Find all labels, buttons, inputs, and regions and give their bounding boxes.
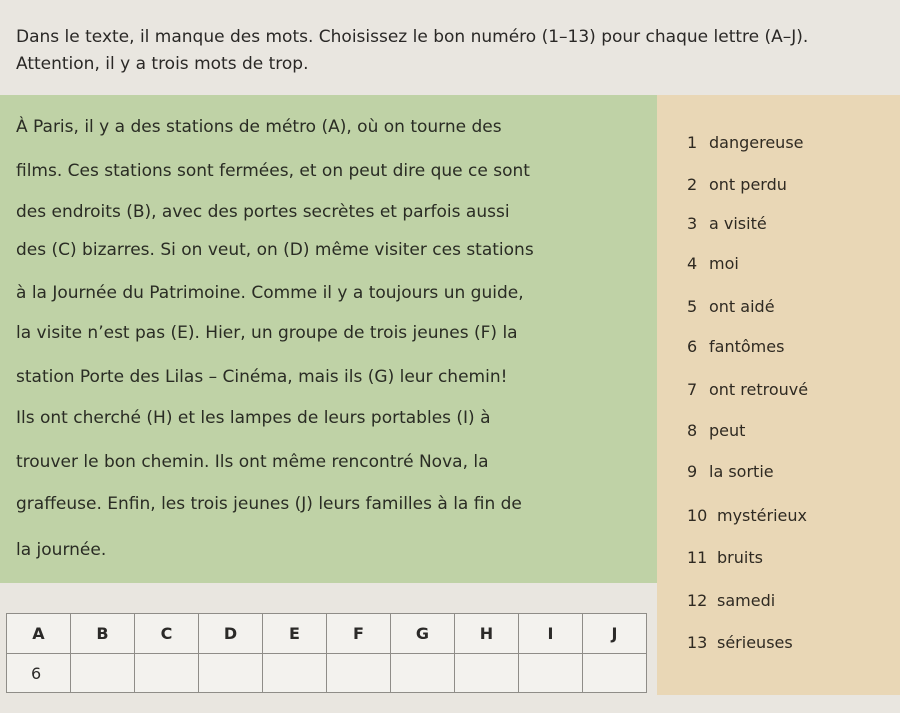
passage-line: la visite n’est pas (E). Hier, un groupe de trois jeunes (F) la [16, 323, 518, 343]
answer-cell[interactable] [391, 654, 455, 693]
passage-line: graffeuse. Enfin, les trois jeunes (J) leurs familles à la fin de [16, 494, 522, 514]
instruction-line-1: Dans le texte, il manque des mots. Choisissez le bon numéro (1–13) pour chaque lettre (A–J). [16, 27, 809, 47]
passage-line: à la Journée du Patrimoine. Comme il y a toujours un guide, [16, 283, 524, 303]
answer-cell[interactable] [199, 654, 263, 693]
answers-row [7, 654, 647, 693]
passage-line: Ils ont cherché (H) et les lampes de leurs portables (I) à [16, 408, 491, 428]
passage-line: trouver le bon chemin. Ils ont même rencontré Nova, la [16, 452, 489, 472]
instruction-line-2: Attention, il y a trois mots de trop. [16, 54, 309, 74]
word-bank-item: 4 moi [687, 254, 739, 273]
instructions [16, 24, 886, 78]
passage-line: À Paris, il y a des stations de métro (A), où on tourne des [16, 117, 502, 137]
letters-row [7, 614, 647, 654]
letter-cell: I [519, 614, 583, 654]
word-bank-item: 12 samedi [687, 591, 776, 610]
letter-cell: A [7, 614, 71, 654]
word-bank-item: 9 la sortie [687, 462, 774, 481]
word-bank [657, 95, 900, 695]
letter-cell: E [263, 614, 327, 654]
letter-cell: J [583, 614, 647, 654]
word-bank-item: 5 ont aidé [687, 297, 775, 316]
word-bank-item: 8 peut [687, 421, 746, 440]
passage-line: des endroits (B), avec des portes secrètes et parfois aussi [16, 202, 510, 222]
letter-cell: F [327, 614, 391, 654]
word-bank-item: 7 ont retrouvé [687, 380, 809, 399]
word-bank-item: 10 mystérieux [687, 506, 807, 525]
answer-cell[interactable] [455, 654, 519, 693]
passage-line: films. Ces stations sont fermées, et on peut dire que ce sont [16, 161, 530, 181]
letter-cell: C [135, 614, 199, 654]
answer-cell[interactable] [583, 654, 647, 693]
answer-cell[interactable] [327, 654, 391, 693]
word-bank-item: 11 bruits [687, 548, 763, 567]
letter-cell: H [455, 614, 519, 654]
letter-cell: G [391, 614, 455, 654]
answer-cell[interactable] [135, 654, 199, 693]
letter-cell: D [199, 614, 263, 654]
answer-grid [6, 613, 647, 693]
letter-cell: B [71, 614, 135, 654]
word-bank-item: 3 a visité [687, 214, 767, 233]
passage-line: la journée. [16, 540, 107, 560]
passage-line: des (C) bizarres. Si on veut, on (D) même visiter ces stations [16, 240, 534, 260]
answer-cell[interactable] [263, 654, 327, 693]
word-bank-item: 6 fantômes [687, 337, 785, 356]
passage-box [0, 95, 660, 583]
answer-cell[interactable] [71, 654, 135, 693]
word-bank-item: 13 sérieuses [687, 633, 793, 652]
word-bank-item: 2 ont perdu [687, 175, 787, 194]
answer-cell[interactable]: 6 [7, 654, 71, 693]
passage-line: station Porte des Lilas – Cinéma, mais ils (G) leur chemin! [16, 367, 508, 387]
word-bank-item: 1 dangereuse [687, 133, 804, 152]
answer-cell[interactable] [519, 654, 583, 693]
